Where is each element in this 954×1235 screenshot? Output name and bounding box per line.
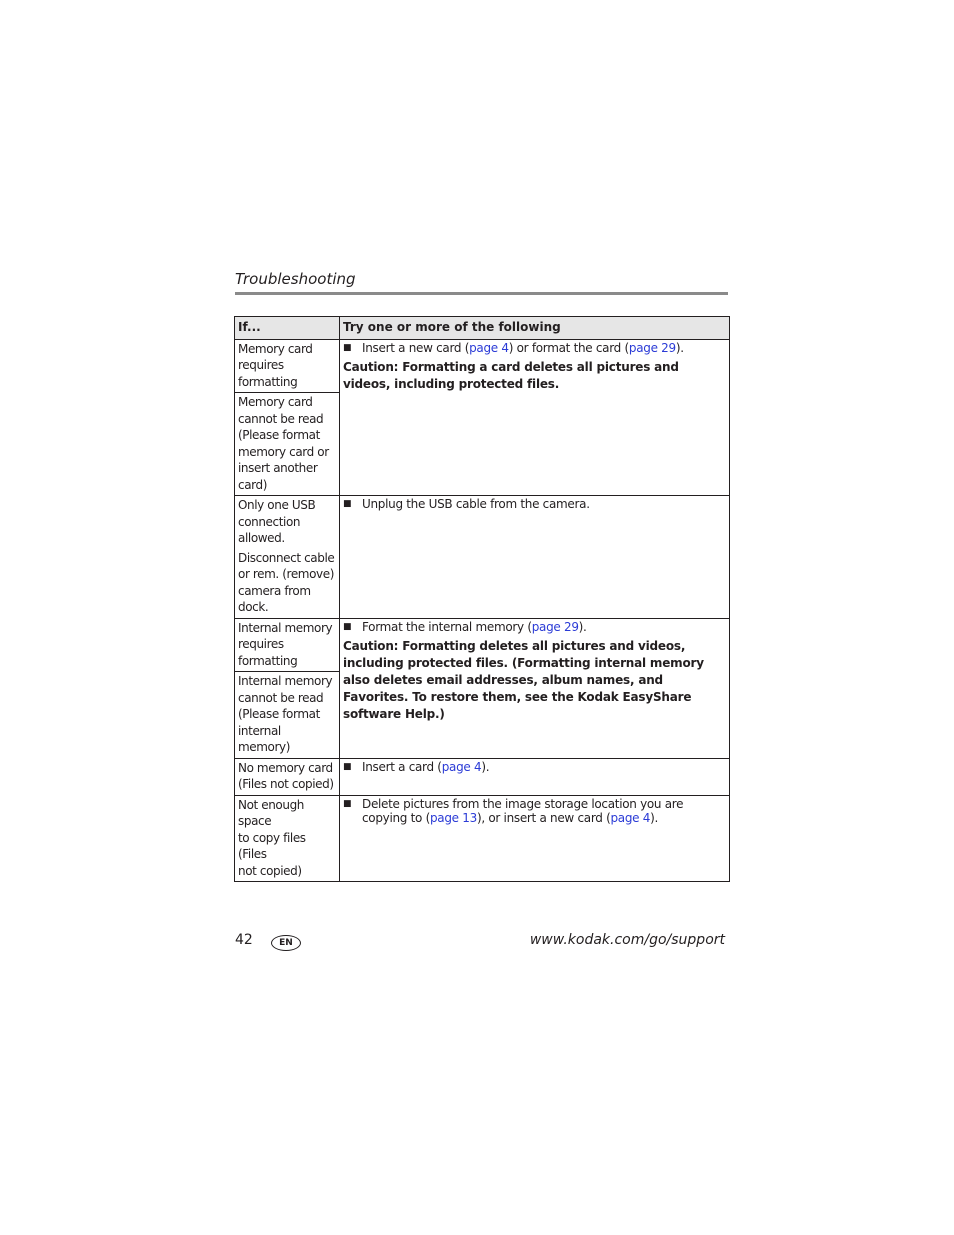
table-header-row: [235, 317, 730, 340]
table-row: [235, 496, 730, 619]
problem-line: formatting: [238, 374, 298, 389]
solution-cell: [340, 339, 730, 496]
problem-cell: [235, 672, 340, 759]
page-link[interactable]: page 29: [628, 340, 676, 355]
solution-cell: [340, 758, 730, 795]
square-bullet-icon: ■: [343, 342, 352, 353]
problem-line: requires: [238, 358, 284, 372]
problem-line: (Please format: [238, 428, 320, 442]
problem-line: Disconnect cable: [238, 550, 335, 565]
page-number: 42: [235, 932, 253, 948]
language-badge: EN: [271, 935, 301, 951]
problem-line: card): [238, 477, 267, 492]
page-link[interactable]: page 13: [429, 811, 477, 825]
solution-item: ■ Format the internal memory (page 29).: [343, 619, 587, 634]
problem-line: Internal memory: [238, 620, 333, 635]
problem-line: insert another: [238, 461, 318, 475]
square-bullet-icon: ■: [343, 499, 352, 509]
problem-line: memory card or: [238, 444, 329, 459]
column-header-if: If...: [235, 317, 340, 340]
problem-cell: [235, 795, 340, 882]
problem-line: connection: [238, 514, 301, 529]
page-link[interactable]: page 4: [610, 811, 651, 825]
problem-line: No memory card: [238, 760, 333, 775]
table-row: [235, 758, 730, 795]
problem-cell: [235, 339, 340, 393]
problem-line: Internal memory: [238, 674, 333, 688]
table-row: [235, 795, 730, 882]
table-row: [235, 618, 730, 672]
problem-line: (Please format: [238, 707, 320, 721]
square-bullet-icon: ■: [343, 761, 352, 772]
page-link[interactable]: page 4: [469, 340, 509, 355]
caution-note: Caution: Formatting deletes all pictures and videos, including protected files. (Formatting internal memory also deletes email addresses, album names, and Favorites. To restore them, see the Kodak EasyShare software Help.): [343, 639, 704, 721]
square-bullet-icon: ■: [343, 798, 352, 809]
solution-item: ■ Insert a card (page 4).: [343, 759, 490, 774]
problem-cell: [235, 496, 340, 619]
problem-line: internal memory): [238, 723, 291, 754]
square-bullet-icon: ■: [343, 621, 352, 632]
page-link[interactable]: page 4: [441, 759, 482, 774]
problem-line: cannot be read: [238, 690, 324, 705]
problem-line: camera from dock.: [238, 583, 311, 614]
problem-cell: [235, 393, 340, 496]
problem-cell: [235, 758, 340, 795]
solution-item: ■ Insert a new card (page 4) or format the card (page 29).: [343, 340, 684, 355]
solution-item: ■ Unplug the USB cable from the camera.: [343, 497, 590, 511]
caution-note: Caution: Formatting a card deletes all pictures and videos, including protected files.: [343, 360, 679, 391]
problem-cell: [235, 618, 340, 672]
section-divider: [235, 292, 728, 295]
problem-line: Not enough space: [238, 797, 304, 828]
problem-line: cannot be read: [238, 411, 324, 426]
support-url[interactable]: www.kodak.com/go/support: [529, 932, 725, 948]
problem-line: not copied): [238, 863, 302, 878]
troubleshooting-table: [234, 316, 730, 882]
problem-line: (Files not copied): [238, 777, 334, 791]
solution-cell: [340, 618, 730, 758]
problem-line: allowed.: [238, 531, 285, 545]
solution-cell: [340, 795, 730, 882]
solution-item: ■ Delete pictures from the image storage location you are copying to (page 13), or insert a new card (page 4).: [343, 796, 684, 825]
page-link[interactable]: page 29: [531, 619, 579, 634]
column-header-solutions: Try one or more of the following: [340, 317, 730, 340]
problem-line: formatting: [238, 653, 298, 668]
problem-line: Memory card: [238, 341, 313, 356]
section-title: Troubleshooting: [235, 270, 356, 288]
problem-line: Memory card: [238, 395, 313, 409]
table-row: [235, 339, 730, 393]
problem-line: to copy files (Files: [238, 830, 306, 861]
solution-cell: [340, 496, 730, 619]
problem-line: or rem. (remove): [238, 567, 334, 581]
problem-line: Only one USB: [238, 498, 316, 512]
problem-line: requires: [238, 637, 284, 651]
